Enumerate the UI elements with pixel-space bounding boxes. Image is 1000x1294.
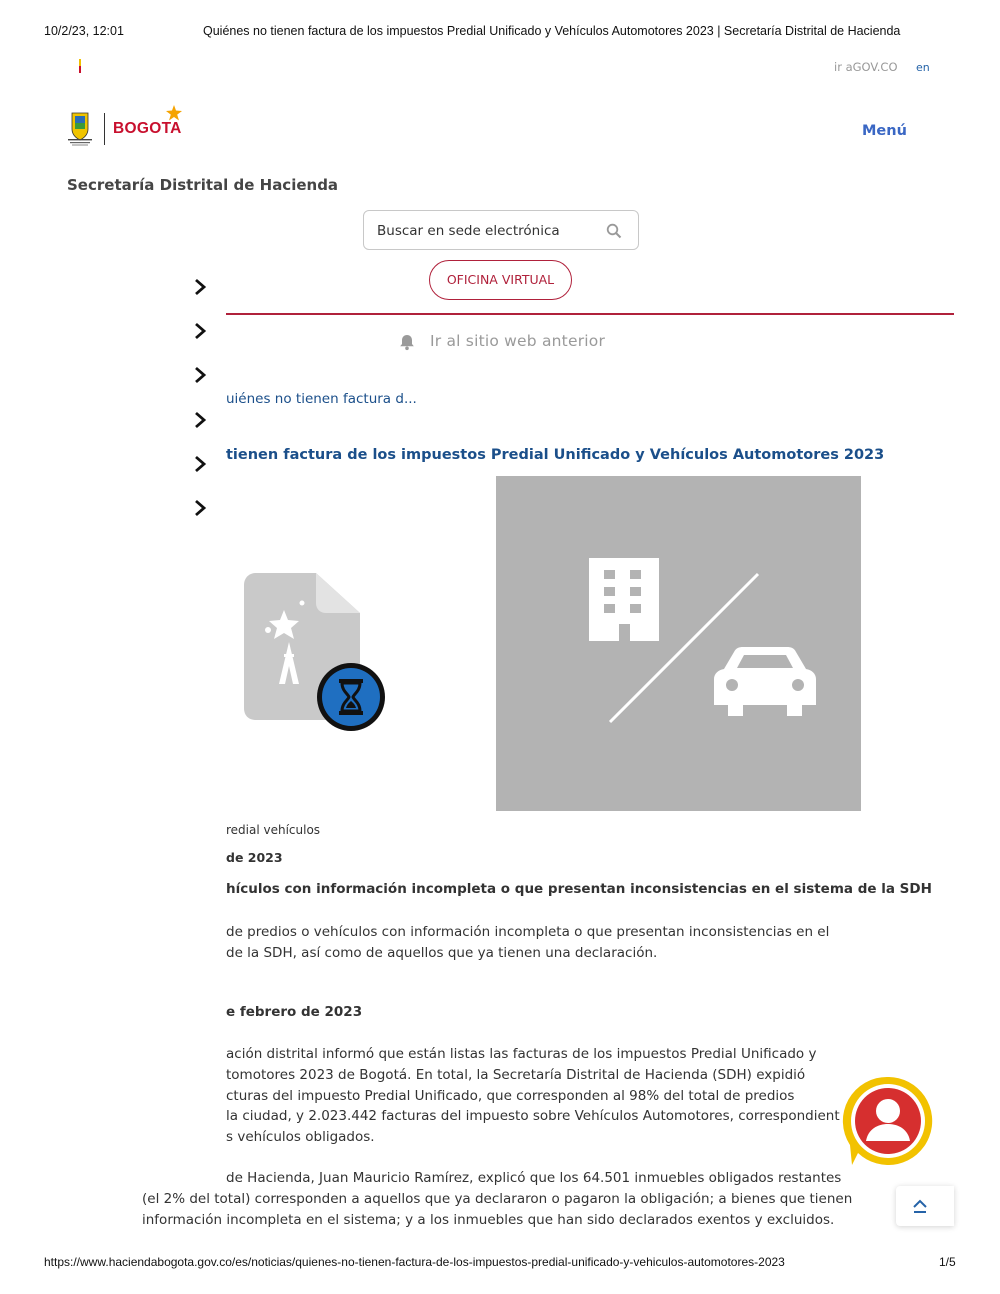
- chevron-right-icon[interactable]: [193, 278, 207, 301]
- article-tags[interactable]: redial vehículos: [226, 823, 321, 837]
- bogota-star-icon: [166, 105, 182, 126]
- building-icon: [589, 558, 659, 641]
- user-support-icon[interactable]: [842, 1075, 934, 1172]
- paragraph-line: cturas del impuesto Predial Unificado, que corresponden al 98% del total de predios: [226, 1087, 795, 1104]
- gov-co-link[interactable]: ir aGOV.CO: [834, 60, 898, 74]
- chevron-right-icon[interactable]: [193, 455, 207, 478]
- print-datetime: 10/2/23, 12:01: [44, 24, 124, 38]
- car-icon: [714, 647, 816, 716]
- gov-flag-icon: [79, 59, 81, 73]
- logo-divider: [104, 113, 105, 145]
- print-page-title: Quiénes no tienen factura de los impuestos Predial Unificado y Vehículos Automotores 2023 | Secretaría Distrital de Hacienda: [203, 24, 901, 38]
- oficina-virtual-button[interactable]: OFICINA VIRTUAL: [429, 260, 572, 300]
- article-subheading: hículos con información incompleta o que presentan inconsistencias en el sistema de la SDH: [226, 881, 932, 897]
- hourglass-icon: [315, 661, 387, 738]
- print-page-number: 1/5: [939, 1255, 956, 1269]
- chevron-right-icon[interactable]: [193, 499, 207, 522]
- article-image: [496, 476, 861, 811]
- body-paragraph-2-line-3: información incompleta en el sistema; y a los inmuebles que han sido declarados exentos y excluidos.: [142, 1212, 835, 1228]
- lead-line: de la SDH, así como de aquellos que ya tienen una declaración.: [226, 944, 658, 961]
- article-title-link[interactable]: tienen factura de los impuestos Predial Unificado y Vehículos Automotores 2023: [226, 447, 885, 463]
- chevron-right-icon[interactable]: [193, 411, 207, 434]
- search-placeholder: Buscar en sede electrónica: [377, 223, 560, 239]
- paragraph-line: ación distrital informó que están listas las facturas de los impuestos Predial Unificado y: [226, 1046, 817, 1062]
- menu-button[interactable]: Menú: [862, 123, 907, 139]
- lead-line: de predios o vehículos con información incompleta o que presentan inconsistencias en el: [226, 924, 830, 940]
- header-divider: [226, 313, 954, 315]
- old-site-link[interactable]: Ir al sitio web anterior: [430, 332, 606, 350]
- bell-icon: [398, 333, 416, 356]
- chevron-right-icon[interactable]: [193, 366, 207, 389]
- body-paragraph-2-line-2: (el 2% del total) corresponden a aquellos que ya declararon o pagaron la obligación; a bienes que tienen: [142, 1191, 853, 1207]
- print-url: https://www.haciendabogota.gov.co/es/noticias/quienes-no-tienen-factura-de-los-impuestos-predial-unificado-y-vehiculos-automotores-2023: [44, 1255, 785, 1269]
- paragraph-line: s vehículos obligados.: [226, 1129, 375, 1146]
- search-icon[interactable]: [606, 223, 622, 244]
- scroll-up-button[interactable]: [896, 1186, 954, 1226]
- article-dateline: e febrero de 2023: [226, 1004, 363, 1020]
- search-input[interactable]: [363, 210, 639, 250]
- bogota-logo[interactable]: BOGOTA: [113, 120, 182, 137]
- language-link[interactable]: en: [916, 61, 930, 74]
- lead-paragraph: [226, 922, 829, 964]
- body-paragraph-1: [226, 1044, 840, 1148]
- bogota-seal-icon[interactable]: [66, 111, 94, 147]
- chevron-right-icon[interactable]: [193, 322, 207, 345]
- scroll-up-icon: [912, 1198, 928, 1214]
- body-paragraph-2-line-1: de Hacienda, Juan Mauricio Ramírez, explicó que los 64.501 inmuebles obligados restantes: [226, 1170, 842, 1186]
- article-date: de 2023: [226, 850, 283, 865]
- site-title: Secretaría Distrital de Hacienda: [67, 176, 339, 194]
- breadcrumb-current[interactable]: uiénes no tienen factura d...: [226, 391, 417, 407]
- paragraph-line: tomotores 2023 de Bogotá. En total, la Secretaría Distrital de Hacienda (SDH) expidió: [226, 1066, 806, 1083]
- paragraph-line: la ciudad, y 2.023.442 facturas del impuesto sobre Vehículos Automotores, correspondient: [226, 1108, 840, 1125]
